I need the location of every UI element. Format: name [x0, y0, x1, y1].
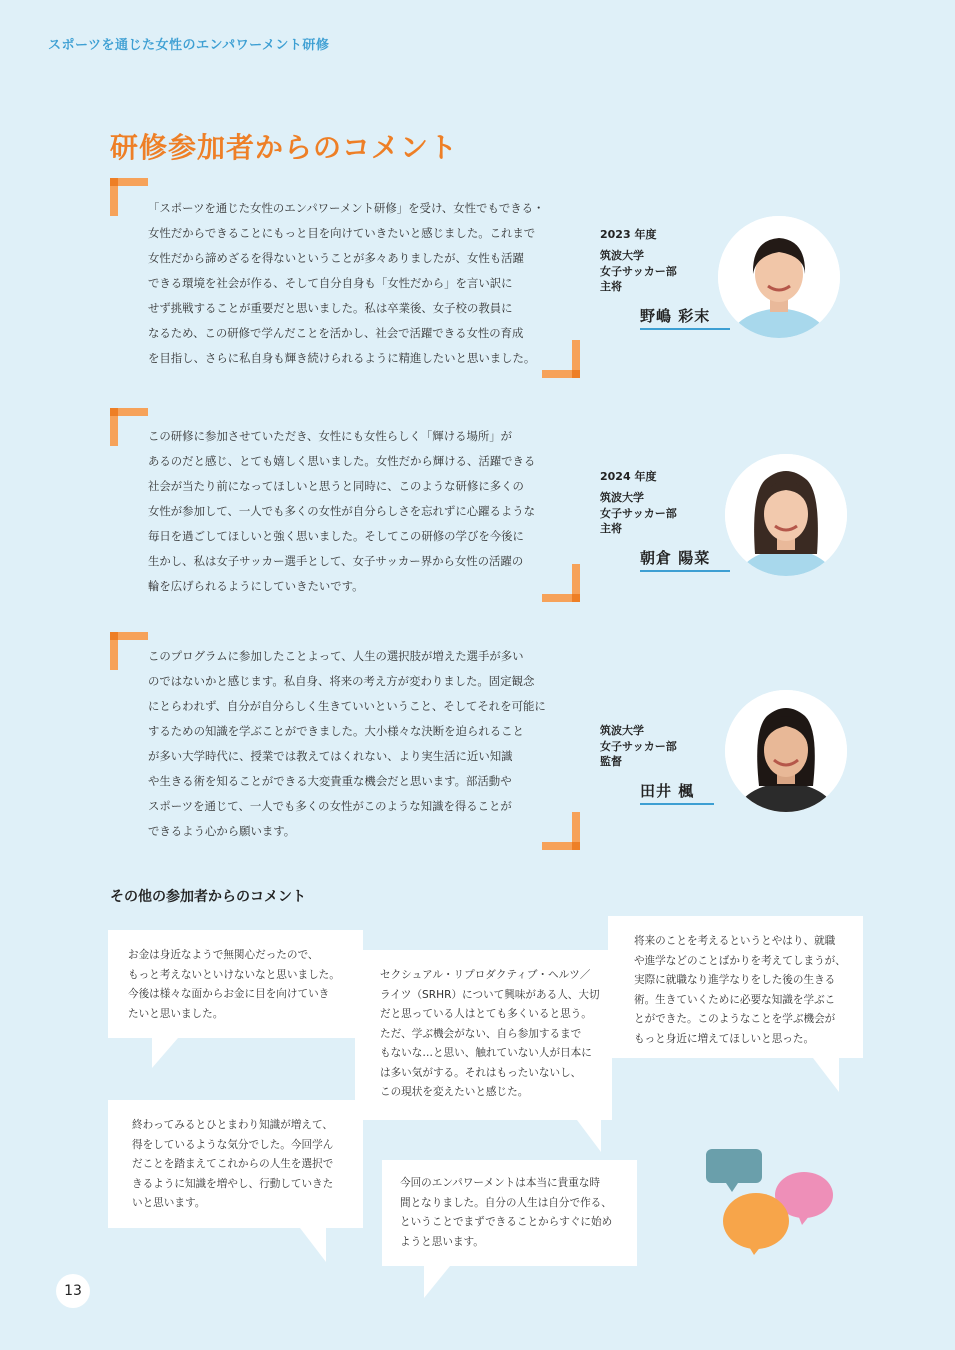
bubble-tail [300, 1228, 326, 1262]
bubble-tail [152, 1038, 178, 1068]
avatar-3 [725, 690, 847, 812]
main-title: 研修参加者からのコメント [110, 131, 459, 164]
bubble-tail [577, 1120, 601, 1152]
speech-bubble-4: 終わってみるとひとまわり知識が増えて、 得をしているような気分でした。今回学ん だことを踏まえてこれからの人生を選択で きるように知識を増やし、行動していきた いと思います。 [108, 1100, 363, 1228]
profile-role: 主将 [600, 280, 622, 293]
profile-name: 野嶋 彩末 [640, 305, 730, 330]
chat-bubbles-icon [700, 1145, 840, 1265]
profile-name: 朝倉 陽菜 [640, 547, 730, 572]
profile-club: 女子サッカー部 [600, 264, 677, 278]
comment-text: この研修に参加させていただき、女性にも女性らしく「輝ける場所」が あるのだと感じ、とても嬉しく思いました。女性だから輝ける、活躍できる 社会が当たり前になってほしいと思うと同時に、このような研修に多くの 女性が参加して、一人でも多くの女性が自分らしさを忘れずに心躍るような 毎日を過ごしてほしいと強く思いました。そしてこの研修の学びを今後に 生かし、私は女子サッカー選手として、女子サッカー界から女性の活躍の 輪を広げられるようにしていきたいです。 [148, 429, 536, 593]
bracket-bottom-right [542, 564, 580, 602]
profile-university: 筑波大学 [600, 249, 644, 262]
profile-role: 監督 [600, 755, 622, 768]
bracket-top-left [110, 408, 148, 446]
bubble-tail [813, 1058, 839, 1092]
speech-bubble-3: 将来のことを考えるというとやはり、就職 や進学などのことばかりを考えてしまうが、 実際に就職なり進学なりをした後の生きる 術。生きていくために必要な知識を学ぶこ とができた。このようなことを学ぶ機会が もっと身近に増えてほしいと思った。 [608, 916, 863, 1058]
profile-name: 田井 楓 [640, 780, 714, 805]
other-comments-title: その他の参加者からのコメント [110, 889, 306, 905]
bracket-bottom-right [542, 812, 580, 850]
page-number: 13 [56, 1274, 90, 1308]
avatar-1 [718, 216, 840, 338]
speech-bubble-5: 今回のエンパワーメントは本当に貴重な時 間となりました。自分の人生は自分で作る、 ということでまずできることからすぐに始め ようと思います。 [382, 1160, 637, 1266]
profile-club: 女子サッカー部 [600, 506, 677, 520]
bubble-tail [424, 1266, 450, 1298]
comment-text: 「スポーツを通じた女性のエンパワーメント研修」を受け、女性でもできる・ 女性だからできることにもっと目を向けていきたいと感じました。これまで 女性だから諦めざるを得ないということが多々ありましたが、女性も活躍 できる環境を社会が作る、そして自分自身も「女性だから」を言い訳に せず挑戦することが重要だと思いました。私は卒業後、女子校の教員に なるため、この研修で学んだことを活かし、社会で活躍できる女性の育成 を目指し、さらに私自身も輝き続けられるように精進したいと思いました。 [148, 201, 545, 365]
speech-bubble-2: セクシュアル・リプロダクティブ・ヘルツ／ ライツ（SRHR）について興味がある人、大切 だと思っている人はとても多くいると思う。 ただ、学ぶ機会がない、自ら参加するまで もないな…と思い、触れていない人が日本に は多い気がする。それはもったいないし、 この現状を変えたいと感じた。 [355, 950, 612, 1120]
profile-club: 女子サッカー部 [600, 739, 677, 753]
bracket-top-left [110, 632, 148, 670]
bracket-top-left [110, 178, 148, 216]
profile-university: 筑波大学 [600, 491, 644, 504]
avatar-2 [725, 454, 847, 576]
bracket-bottom-right [542, 340, 580, 378]
header-title: スポーツを通じた女性のエンパワーメント研修 [48, 38, 330, 53]
profile-year: 2023 年度 [600, 228, 657, 241]
comment-block-1 [110, 178, 580, 378]
comment-text: このプログラムに参加したことよって、人生の選択肢が増えた選手が多い のではないかと感じます。私自身、将来の考え方が変わりました。固定観念 にとらわれず、自分が自分らしく生きていいということ、そしてそれを可能に するための知識を学ぶことができました。大小様々な決断を迫られること が多い大学時代に、授業では教えてはくれない、より実生活に近い知識 や生きる術を知ることができる大変貴重な機会だと思います。部活動や スポーツを通じて、一人でも多くの女性がこのような知識を得ることが できるよう心から願います。 [148, 649, 546, 838]
speech-bubble-1: お金は身近なようで無関心だったので、 もっと考えないといけないなと思いました。 今後は様々な面からお金に目を向けていき たいと思いました。 [108, 930, 363, 1038]
comment-block-3 [110, 632, 580, 850]
profile-year: 2024 年度 [600, 470, 657, 483]
profile-university: 筑波大学 [600, 724, 644, 737]
comment-block-2 [110, 408, 580, 602]
profile-role: 主将 [600, 522, 622, 535]
